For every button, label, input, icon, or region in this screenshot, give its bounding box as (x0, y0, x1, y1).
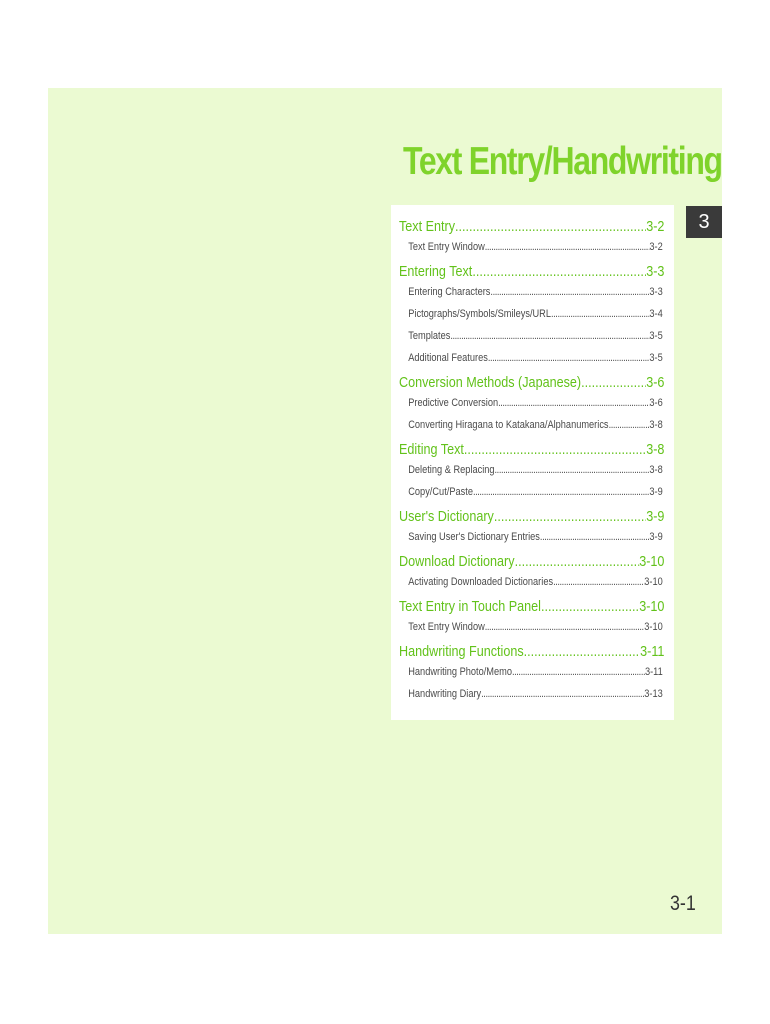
toc-entry-label: Text Entry Window (408, 241, 485, 253)
toc-entry-label: Deleting & Replacing (408, 464, 495, 476)
toc-entry-label: Activating Downloaded Dictionaries (408, 576, 554, 588)
page-number: 3-1 (670, 892, 696, 915)
toc-entry-page: 3-3 (649, 286, 663, 298)
toc-entry-page: 3-6 (649, 397, 663, 409)
toc-entry-page: 3-10 (644, 576, 663, 588)
toc-entry-page: 3-10 (639, 553, 665, 570)
toc-entry-page: 3-6 (646, 374, 665, 391)
toc-entry-page: 3-11 (644, 666, 663, 678)
toc-dot-leader (485, 241, 650, 253)
toc-entry-page: 3-8 (649, 464, 663, 476)
toc-list (399, 218, 665, 710)
toc-entry-page: 3-9 (649, 486, 663, 498)
toc-entry-label: Handwriting Functions (399, 643, 524, 660)
toc-dot-leader (551, 308, 649, 320)
toc-section-link[interactable] (399, 508, 664, 531)
toc-entry-page: 3-3 (646, 263, 665, 280)
toc-dot-leader (485, 621, 644, 633)
toc-dot-leader (524, 643, 640, 660)
chapter-tab-number: 3 (698, 210, 710, 233)
toc-section-link[interactable] (399, 553, 664, 576)
toc-entry-label: Copy/Cut/Paste (408, 486, 473, 498)
toc-section-link[interactable] (399, 263, 664, 286)
toc-entry-page: 3-8 (649, 419, 663, 431)
toc-entry-label: Text Entry (399, 218, 456, 235)
toc-section-link[interactable] (399, 441, 664, 464)
toc-entry-page: 3-5 (649, 330, 663, 342)
toc-dot-leader (455, 218, 646, 235)
toc-dot-leader (494, 508, 646, 525)
toc-item-link[interactable] (399, 352, 663, 374)
toc-dot-leader (553, 576, 644, 588)
toc-dot-leader (481, 688, 644, 700)
toc-entry-page: 3-13 (644, 688, 663, 700)
toc-dot-leader (473, 486, 649, 498)
toc-entry-label: Text Entry Window (408, 621, 485, 633)
toc-entry-page: 3-9 (646, 508, 665, 525)
toc-item-link[interactable] (399, 464, 663, 486)
toc-entry-label: Editing Text (399, 441, 464, 458)
toc-entry-label: Predictive Conversion (408, 397, 499, 409)
toc-entry-label: User's Dictionary (399, 508, 494, 525)
toc-section-link[interactable] (399, 374, 664, 397)
toc-dot-leader (464, 441, 646, 458)
toc-item-link[interactable] (399, 308, 663, 330)
toc-entry-page: 3-10 (644, 621, 663, 633)
toc-entry-label: Entering Text (399, 263, 473, 280)
chapter-title: Text Entry/Handwriting (403, 140, 722, 183)
toc-dot-leader (490, 286, 649, 298)
toc-item-link[interactable] (399, 419, 663, 441)
toc-entry-label: Conversion Methods (Japanese) (399, 374, 582, 391)
toc-entry-page: 3-5 (649, 352, 663, 364)
toc-dot-leader (541, 598, 639, 615)
toc-entry-label: Handwriting Photo/Memo (408, 666, 512, 678)
toc-section-link[interactable] (399, 598, 664, 621)
toc-entry-label: Pictographs/Symbols/Smileys/URL (408, 308, 552, 320)
toc-dot-leader (540, 531, 649, 543)
toc-entry-label: Download Dictionary (399, 553, 515, 570)
toc-dot-leader (488, 352, 650, 364)
chapter-tab (686, 206, 722, 238)
toc-entry-page: 3-2 (646, 218, 665, 235)
toc-item-link[interactable] (399, 531, 663, 553)
toc-entry-page: 3-11 (640, 643, 665, 660)
toc-section-link[interactable] (399, 643, 664, 666)
toc-item-link[interactable] (399, 666, 663, 688)
toc-item-link[interactable] (399, 286, 663, 308)
toc-section-link[interactable] (399, 218, 664, 241)
toc-entry-label: Handwriting Diary (408, 688, 482, 700)
toc-dot-leader (512, 666, 645, 678)
toc-item-link[interactable] (399, 621, 663, 643)
toc-dot-leader (581, 374, 646, 391)
toc-entry-page: 3-9 (649, 531, 663, 543)
toc-item-link[interactable] (399, 397, 663, 419)
toc-dot-leader (609, 419, 650, 431)
toc-entry-label: Entering Characters (408, 286, 491, 298)
toc-entry-page: 3-8 (646, 441, 665, 458)
toc-entry-label: Text Entry in Touch Panel (399, 598, 541, 615)
toc-dot-leader (495, 464, 650, 476)
toc-entry-page: 3-10 (639, 598, 665, 615)
toc-item-link[interactable] (399, 330, 663, 352)
toc-dot-leader (498, 397, 649, 409)
toc-dot-leader (515, 553, 640, 570)
toc-entry-label: Additional Features (408, 352, 488, 364)
toc-item-link[interactable] (399, 241, 663, 263)
toc-entry-label: Saving User's Dictionary Entries (408, 531, 540, 543)
toc-dot-leader (472, 263, 646, 280)
toc-entry-label: Templates (408, 330, 451, 342)
toc-entry-page: 3-2 (649, 241, 663, 253)
table-of-contents (391, 205, 674, 720)
toc-item-link[interactable] (399, 486, 663, 508)
toc-dot-leader (450, 330, 649, 342)
toc-item-link[interactable] (399, 576, 663, 598)
toc-item-link[interactable] (399, 688, 663, 710)
toc-entry-page: 3-4 (649, 308, 663, 320)
toc-entry-label: Converting Hiragana to Katakana/Alphanumerics (408, 419, 609, 431)
